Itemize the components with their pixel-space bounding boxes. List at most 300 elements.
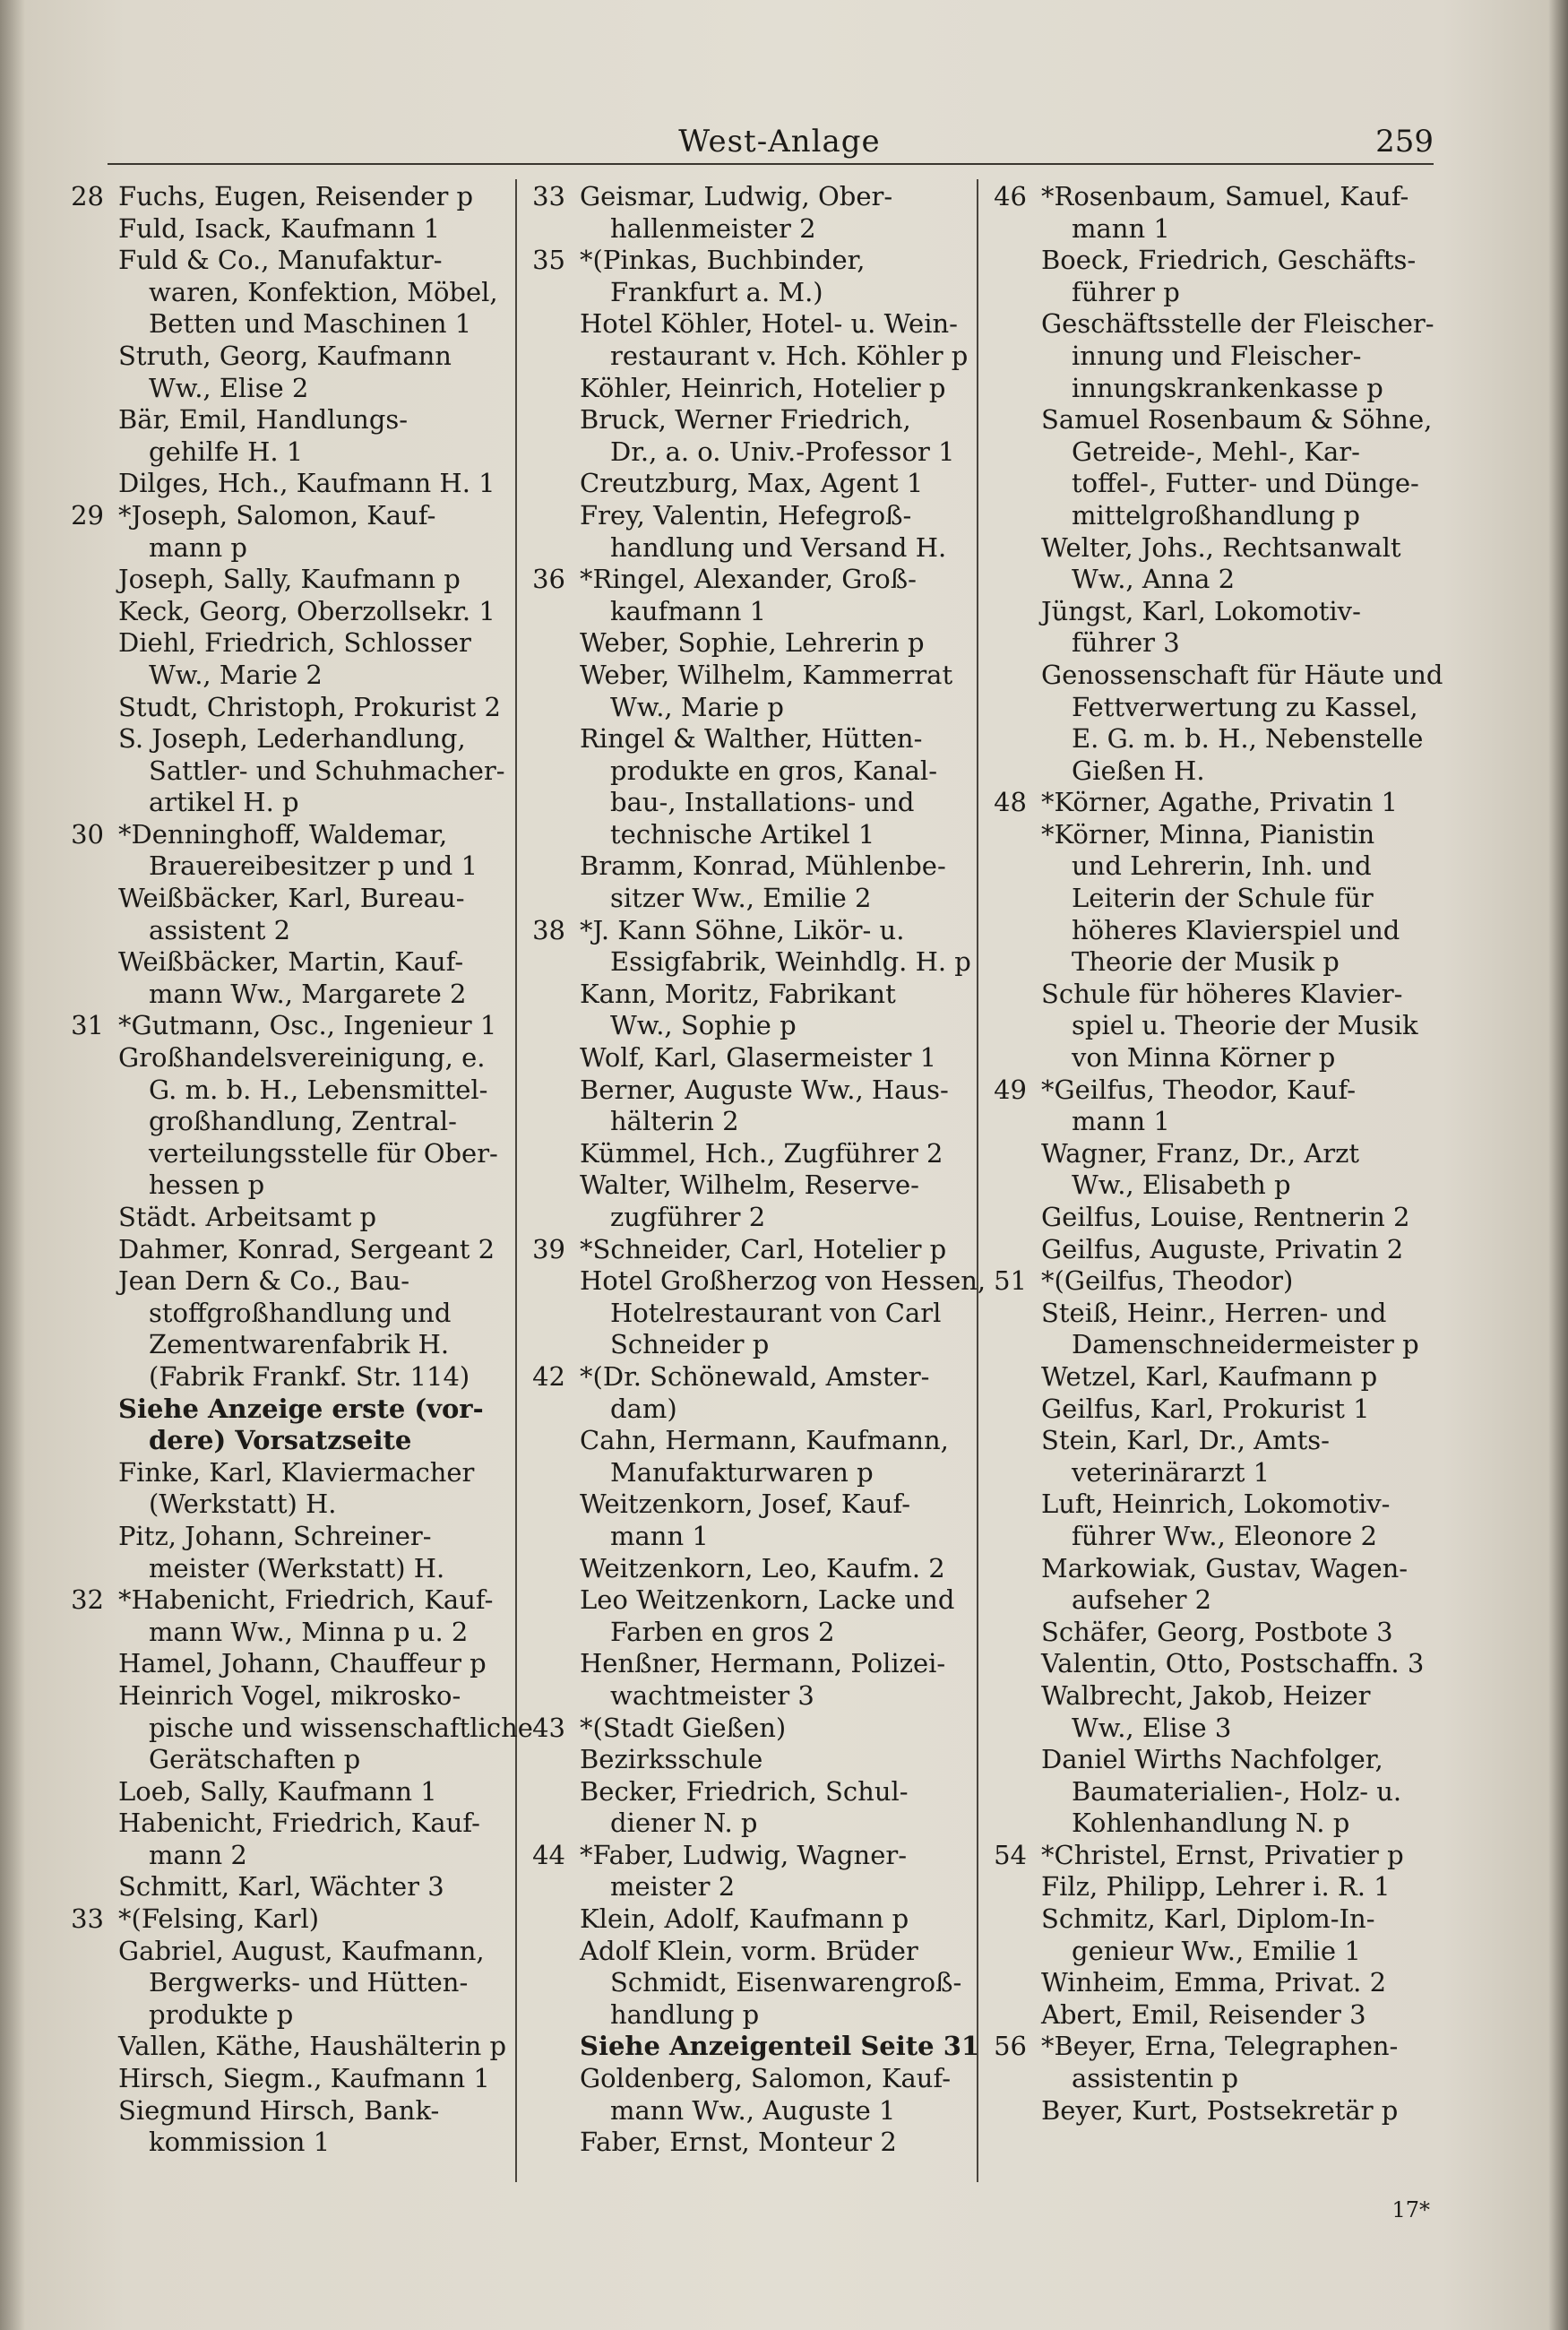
directory-line (986, 627, 1434, 660)
directory-line (63, 1138, 511, 1170)
resident-text: Gerätschaften p (149, 1744, 361, 1775)
directory-line (524, 500, 972, 532)
house-number: 38 (532, 914, 565, 945)
directory-line (986, 341, 1434, 373)
resident-text: Winheim, Emma, Privat. 2 (1041, 1967, 1387, 1998)
directory-line (986, 404, 1434, 436)
directory-line (986, 1010, 1434, 1042)
directory-line (524, 1744, 972, 1776)
resident-text: pische und wissenschaftliche (149, 1712, 533, 1743)
directory-line (524, 1425, 972, 1457)
directory-line (986, 946, 1434, 979)
resident-text: Faber, Ernst, Monteur 2 (580, 2127, 897, 2158)
resident-text: Geilfus, Auguste, Privatin 2 (1041, 1233, 1404, 1264)
resident-text: mann Ww., Auguste 1 (610, 2094, 896, 2126)
resident-text: kommission 1 (149, 2127, 331, 2158)
house-number: 31 (71, 1010, 104, 1041)
house-number: 32 (71, 1584, 104, 1616)
directory-line (986, 1425, 1434, 1457)
directory-line (986, 1298, 1434, 1330)
resident-text: großhandlung, Zentral- (149, 1106, 457, 1137)
resident-text: Ringel & Walther, Hütten- (580, 723, 923, 755)
directory-line (524, 436, 972, 469)
resident-text: Wagner, Franz, Dr., Arzt (1041, 1137, 1360, 1169)
house-number: 39 (532, 1233, 565, 1264)
resident-text: Genossenschaft für Häute und (1041, 659, 1443, 690)
resident-text: dam) (610, 1393, 677, 1424)
directory-line (524, 1808, 972, 1840)
directory-line (986, 308, 1434, 341)
directory-line (986, 915, 1434, 947)
directory-line (986, 1521, 1434, 1553)
resident-text: (Fabrik Frankf. Str. 114) (149, 1360, 470, 1392)
resident-text: toffel-, Futter- und Dünge- (1072, 468, 1419, 499)
house-number: 44 (532, 1839, 565, 1870)
directory-line (524, 1521, 972, 1553)
directory-line (986, 1680, 1434, 1713)
house-number-entry (63, 500, 511, 532)
directory-line (986, 436, 1434, 469)
directory-line (986, 564, 1434, 596)
directory-line (524, 1202, 972, 1234)
resident-text: Kohlenhandlung N. p (1072, 1808, 1350, 1839)
house-number: 56 (994, 2031, 1027, 2062)
resident-text: Fettverwertung zu Kassel, (1072, 691, 1418, 722)
directory-line (986, 1967, 1434, 1999)
resident-text: Becker, Friedrich, Schul- (580, 1775, 909, 1807)
directory-line (524, 1138, 972, 1170)
resident-text: Weitzenkorn, Josef, Kauf- (580, 1489, 911, 1520)
resident-text: Weißbäcker, Karl, Bureau- (118, 883, 465, 914)
resident-text: Pitz, Johann, Schreiner- (118, 1520, 432, 1551)
resident-text: handlung p (610, 1998, 760, 2030)
resident-text: Geilfus, Louise, Rentnerin 2 (1041, 1202, 1410, 1232)
directory-line (63, 1936, 511, 1968)
directory-line (986, 1808, 1434, 1840)
directory-line (63, 1425, 511, 1457)
resident-text: Ww., Elisabeth p (1072, 1169, 1291, 1201)
resident-text: Henßner, Hermann, Polizei- (580, 1648, 946, 1679)
resident-text: kaufmann 1 (610, 595, 767, 626)
directory-line (986, 1042, 1434, 1074)
resident-text: Luft, Heinrich, Lokomotiv- (1041, 1489, 1391, 1520)
resident-text: diener N. p (610, 1808, 758, 1839)
resident-text: Welter, Johs., Rechtsanwalt (1041, 531, 1401, 563)
resident-text: wachtmeister 3 (610, 1679, 814, 1711)
directory-line (63, 1712, 533, 1745)
column-left (63, 181, 533, 2159)
directory-line (63, 2127, 511, 2159)
directory-line (524, 692, 972, 724)
resident-text: Geschäftsstelle der Fleischer- (1041, 308, 1434, 340)
resident-text: Bezirksschule (580, 1744, 763, 1775)
resident-text: Fuchs, Eugen, Reisender p (118, 181, 474, 211)
resident-text: Fuld, Isack, Kaufmann 1 (118, 212, 441, 244)
directory-line (524, 1457, 972, 1489)
resident-text: hessen p (149, 1169, 265, 1201)
resident-text: führer Ww., Eleonore 2 (1072, 1520, 1377, 1551)
resident-text: und Lehrerin, Inh. und (1072, 850, 1372, 882)
directory-line (63, 213, 511, 246)
resident-text: Weber, Wilhelm, Kammerrat (580, 659, 953, 690)
directory-line (986, 1489, 1434, 1521)
directory-line (986, 1903, 1434, 1936)
directory-line (524, 1042, 972, 1074)
house-number: 54 (994, 1839, 1027, 1870)
house-number-entry (63, 1584, 511, 1617)
directory-line (63, 1744, 511, 1776)
house-number: 46 (994, 181, 1027, 211)
directory-line (986, 1169, 1434, 1202)
resident-text: Schneider p (610, 1329, 770, 1360)
directory-line (63, 787, 511, 819)
binding-shadow (0, 0, 25, 2330)
resident-text: Jean Dern & Co., Bau- (118, 1265, 410, 1297)
directory-line (63, 1074, 511, 1107)
directory-line (63, 915, 511, 947)
directory-line (524, 755, 972, 788)
directory-line (63, 755, 511, 788)
directory-line (986, 2095, 1434, 2127)
directory-line (63, 1871, 511, 1903)
resident-text: *Körner, Agathe, Privatin 1 (1041, 787, 1398, 818)
house-number-entry (986, 181, 1434, 213)
resident-text: mann p (149, 531, 247, 563)
house-number: 33 (532, 181, 565, 211)
directory-line (63, 1298, 511, 1330)
directory-line (524, 1106, 972, 1138)
directory-line (986, 1648, 1434, 1680)
resident-text: innung und Fleischer- (1072, 340, 1362, 371)
directory-line (63, 1106, 511, 1138)
directory-line (986, 1457, 1434, 1489)
directory-line (524, 1265, 986, 1298)
resident-text: Hamel, Johann, Chauffeur p (118, 1648, 487, 1679)
directory-line (63, 1457, 511, 1489)
resident-text: Schmitt, Karl, Wächter 3 (118, 1871, 444, 1903)
resident-text: *(Stadt Gießen) (580, 1712, 787, 1743)
resident-text: Farben en gros 2 (610, 1616, 835, 1647)
directory-line (63, 1265, 511, 1298)
resident-text: Schmidt, Eisenwarengroß- (610, 1967, 962, 1998)
resident-text: Studt, Christoph, Prokurist 2 (118, 691, 501, 722)
resident-text: Weißbäcker, Martin, Kauf- (118, 946, 464, 978)
house-number-entry (63, 1903, 511, 1936)
resident-text: Jüngst, Karl, Lokomotiv- (1041, 595, 1361, 626)
directory-line (986, 1617, 1434, 1649)
directory-line (63, 1776, 511, 1808)
directory-line (63, 1553, 511, 1585)
directory-line (986, 979, 1434, 1011)
house-number: 29 (71, 499, 104, 531)
resident-text: Ww., Elise 3 (1072, 1712, 1232, 1743)
resident-text: Markowiak, Gustav, Wagen- (1041, 1552, 1409, 1584)
directory-line (524, 2127, 972, 2159)
directory-line (986, 819, 1434, 851)
resident-text: Hotel Großherzog von Hessen, (580, 1265, 986, 1297)
resident-text: *Joseph, Salomon, Kauf- (118, 499, 436, 531)
resident-text: Baumaterialien-, Holz- u. (1072, 1775, 1402, 1807)
resident-text: *Denninghoff, Waldemar, (118, 818, 448, 850)
resident-text: *(Felsing, Karl) (118, 1903, 320, 1935)
directory-line (63, 2031, 511, 2063)
house-number-entry (986, 1840, 1434, 1872)
directory-line (63, 436, 511, 469)
directory-line (63, 1329, 511, 1361)
resident-text: Schule für höheres Klavier- (1041, 978, 1403, 1009)
resident-text: Stein, Karl, Dr., Amts- (1041, 1425, 1330, 1456)
resident-text: *Rosenbaum, Samuel, Kauf- (1041, 181, 1409, 211)
resident-text: *(Pinkas, Buchbinder, (580, 245, 866, 276)
directory-line (986, 1394, 1434, 1426)
resident-text: Ww., Marie p (610, 691, 784, 722)
directory-line (63, 1202, 511, 1234)
resident-text: Kann, Moritz, Fabrikant (580, 978, 896, 1009)
resident-text: führer 3 (1072, 627, 1180, 659)
resident-text: Gabriel, August, Kaufmann, (118, 1935, 485, 1966)
directory-line (524, 819, 972, 851)
house-number-entry (986, 1074, 1434, 1107)
directory-line (986, 1234, 1434, 1266)
directory-line (63, 1808, 511, 1840)
directory-line (63, 723, 511, 755)
directory-line (63, 308, 511, 341)
resident-text: Cahn, Hermann, Kaufmann, (580, 1425, 949, 1456)
house-number: 49 (994, 1074, 1027, 1105)
resident-text: Ww., Marie 2 (149, 659, 323, 690)
resident-text: Ww., Sophie p (610, 1010, 797, 1041)
resident-text: *J. Kann Söhne, Likör- u. (580, 914, 905, 945)
directory-line (524, 1489, 972, 1521)
resident-text: Frankfurt a. M.) (610, 276, 823, 307)
resident-text: Habenicht, Friedrich, Kauf- (118, 1808, 480, 1839)
resident-text: Wetzel, Karl, Kaufmann p (1041, 1360, 1378, 1392)
directory-line (986, 213, 1434, 246)
resident-text: handlung und Versand H. (610, 531, 947, 563)
resident-text: zugführer 2 (610, 1202, 766, 1232)
resident-text: Walter, Wilhelm, Reserve- (580, 1169, 919, 1201)
directory-line (524, 213, 972, 246)
directory-line (63, 468, 511, 500)
directory-line (524, 1967, 972, 1999)
resident-text: Geismar, Ludwig, Ober- (580, 181, 893, 211)
resident-text: hälterin 2 (610, 1106, 739, 1137)
house-number-entry (524, 1840, 972, 1872)
directory-line (524, 373, 972, 405)
directory-line (63, 1617, 511, 1649)
directory-line (986, 755, 1434, 788)
resident-text: Walbrecht, Jakob, Heizer (1041, 1679, 1371, 1711)
directory-line (524, 979, 972, 1011)
resident-text: assistentin p (1072, 2063, 1239, 2094)
resident-text: mann 2 (149, 1839, 247, 1870)
resident-text: bau-, Installations- und (610, 787, 915, 818)
resident-text: mann Ww., Margarete 2 (149, 978, 467, 1009)
resident-text: Großhandelsvereinigung, e. (118, 1042, 486, 1074)
directory-line (986, 850, 1434, 883)
directory-line (63, 532, 511, 565)
directory-line (524, 596, 972, 628)
directory-line (63, 245, 511, 277)
resident-text: gehilfe H. 1 (149, 436, 304, 467)
resident-text: Steiß, Heinr., Herren- und (1041, 1297, 1387, 1328)
resident-text: Bramm, Konrad, Mühlenbe- (580, 850, 946, 882)
resident-text: veterinärarzt 1 (1072, 1456, 1271, 1488)
advertisement-note: dere) Vorsatzseite (149, 1425, 412, 1456)
resident-text: Hotel Köhler, Hotel- u. Wein- (580, 308, 958, 340)
directory-line (63, 1999, 511, 2032)
resident-text: sitzer Ww., Emilie 2 (610, 883, 872, 914)
resident-text: Köhler, Heinrich, Hotelier p (580, 372, 946, 403)
directory-line (524, 468, 972, 500)
directory-line (986, 1871, 1434, 1903)
resident-text: Siegmund Hirsch, Bank- (118, 2094, 440, 2126)
resident-text: Zementwarenfabrik H. (149, 1329, 450, 1360)
resident-text: führer p (1072, 276, 1180, 307)
resident-text: Finke, Karl, Klaviermacher (118, 1456, 475, 1488)
directory-line (63, 1489, 511, 1521)
resident-text: Wolf, Karl, Glasermeister 1 (580, 1042, 937, 1074)
house-number-entry (986, 787, 1434, 819)
advertisement-note: Siehe Anzeige erste (vor- (118, 1393, 484, 1424)
directory-line (986, 1936, 1434, 1968)
resident-text: Abert, Emil, Reisender 3 (1041, 1998, 1366, 2030)
house-number: 28 (71, 181, 104, 211)
resident-text: mann 1 (1072, 1106, 1170, 1137)
directory-line (63, 1648, 511, 1680)
directory-line (986, 1713, 1434, 1745)
directory-line (63, 1967, 511, 1999)
resident-text: S. Joseph, Lederhandlung, (118, 723, 466, 755)
resident-text: Keck, Georg, Oberzollsekr. 1 (118, 595, 495, 626)
resident-text: mann 1 (610, 1520, 709, 1551)
directory-line (524, 723, 972, 755)
house-number: 48 (994, 787, 1027, 818)
resident-text: waren, Konfektion, Möbel, (149, 276, 498, 307)
house-number-entry (63, 819, 511, 851)
resident-text: Hirsch, Siegm., Kaufmann 1 (118, 2063, 490, 2094)
resident-text: Geilfus, Karl, Prokurist 1 (1041, 1393, 1370, 1424)
resident-text: Joseph, Sally, Kaufmann p (118, 564, 461, 595)
resident-text: Theorie der Musik p (1072, 946, 1340, 978)
resident-text: Loeb, Sally, Kaufmann 1 (118, 1775, 437, 1807)
resident-text: Vallen, Käthe, Haushälterin p (118, 2031, 507, 2062)
resident-text: Brauereibesitzer p und 1 (149, 850, 478, 882)
directory-line (63, 596, 511, 628)
house-number-entry (524, 245, 972, 277)
directory-line (524, 404, 972, 436)
directory-line (63, 1394, 511, 1426)
directory-line (986, 1106, 1434, 1138)
directory-line (63, 2063, 511, 2095)
page-number: 259 (1375, 124, 1434, 160)
resident-text: Frey, Valentin, Hefegroß- (580, 499, 912, 531)
directory-line (986, 532, 1434, 565)
column-divider (977, 179, 978, 2182)
directory-line (524, 1999, 972, 2032)
resident-text: Boeck, Friedrich, Geschäfts- (1041, 245, 1417, 276)
resident-text: *Ringel, Alexander, Groß- (580, 564, 917, 595)
directory-line (524, 1871, 972, 1903)
resident-text: *(Geilfus, Theodor) (1041, 1265, 1294, 1297)
house-number: 35 (532, 245, 565, 276)
directory-line (63, 1521, 511, 1553)
resident-text: *Körner, Minna, Pianistin (1041, 818, 1375, 850)
directory-line (986, 1329, 1434, 1361)
resident-text: Samuel Rosenbaum & Söhne, (1041, 404, 1433, 436)
resident-text: *Faber, Ludwig, Wagner- (580, 1839, 908, 1870)
house-number: 43 (532, 1712, 565, 1743)
column-right (986, 181, 1443, 2127)
resident-text: E. G. m. b. H., Nebenstelle (1072, 723, 1424, 755)
house-number: 42 (532, 1360, 565, 1392)
directory-line (63, 373, 511, 405)
resident-text: Gießen H. (1072, 755, 1205, 786)
resident-text: (Werkstatt) H. (149, 1489, 337, 1520)
directory-line (524, 1776, 972, 1808)
directory-line (986, 2063, 1434, 2095)
directory-line (63, 1361, 511, 1394)
resident-text: Weber, Sophie, Lehrerin p (580, 627, 925, 659)
resident-text: stoffgroßhandlung und (149, 1297, 452, 1328)
resident-text: hallenmeister 2 (610, 212, 816, 244)
resident-text: aufseher 2 (1072, 1584, 1212, 1616)
resident-text: Essigfabrik, Weinhdlg. H. p (610, 946, 971, 978)
resident-text: Goldenberg, Salomon, Kauf- (580, 2063, 951, 2094)
resident-text: Adolf Klein, vorm. Brüder (580, 1935, 918, 1966)
resident-text: Daniel Wirths Nachfolger, (1041, 1744, 1383, 1775)
directory-line (524, 277, 972, 309)
resident-text: *(Dr. Schönewald, Amster- (580, 1360, 930, 1392)
directory-line (524, 341, 972, 373)
directory-line (524, 532, 972, 565)
directory-line (63, 946, 511, 979)
house-number-entry (63, 1010, 511, 1042)
resident-text: *Gutmann, Osc., Ingenieur 1 (118, 1010, 497, 1041)
resident-text: Betten und Maschinen 1 (149, 308, 472, 340)
directory-line (524, 946, 972, 979)
directory-line (986, 723, 1434, 755)
directory-line (986, 1553, 1434, 1585)
resident-text: meister 2 (610, 1871, 736, 1903)
directory-line (63, 850, 511, 883)
directory-line (986, 1776, 1434, 1808)
advertisement-note: Siehe Anzeigenteil Seite 31 (580, 2031, 980, 2062)
house-number: 33 (71, 1903, 104, 1935)
resident-text: Bergwerks- und Hütten- (149, 1967, 469, 1998)
running-head: West-Anlage (678, 124, 881, 160)
directory-line (63, 1680, 511, 1713)
directory-line (986, 883, 1434, 915)
directory-line (524, 1680, 972, 1713)
directory-line (524, 1169, 972, 1202)
resident-text: Weitzenkorn, Leo, Kaufm. 2 (580, 1552, 945, 1584)
resident-text: restaurant v. Hch. Köhler p (610, 340, 969, 371)
directory-line (524, 1903, 972, 1936)
resident-text: Schmitz, Karl, Diplom-In- (1041, 1903, 1375, 1935)
house-number-entry (986, 1265, 1434, 1298)
resident-text: von Minna Körner p (1072, 1042, 1336, 1074)
directory-line (524, 1329, 972, 1361)
directory-line (63, 979, 511, 1011)
directory-line (524, 883, 972, 915)
resident-text: Leiterin der Schule für (1072, 883, 1374, 914)
directory-line (63, 341, 511, 373)
resident-text: Klein, Adolf, Kaufmann p (580, 1903, 909, 1935)
house-number-entry (986, 2031, 1434, 2063)
house-number-entry (63, 181, 511, 213)
resident-text: artikel H. p (149, 787, 299, 818)
